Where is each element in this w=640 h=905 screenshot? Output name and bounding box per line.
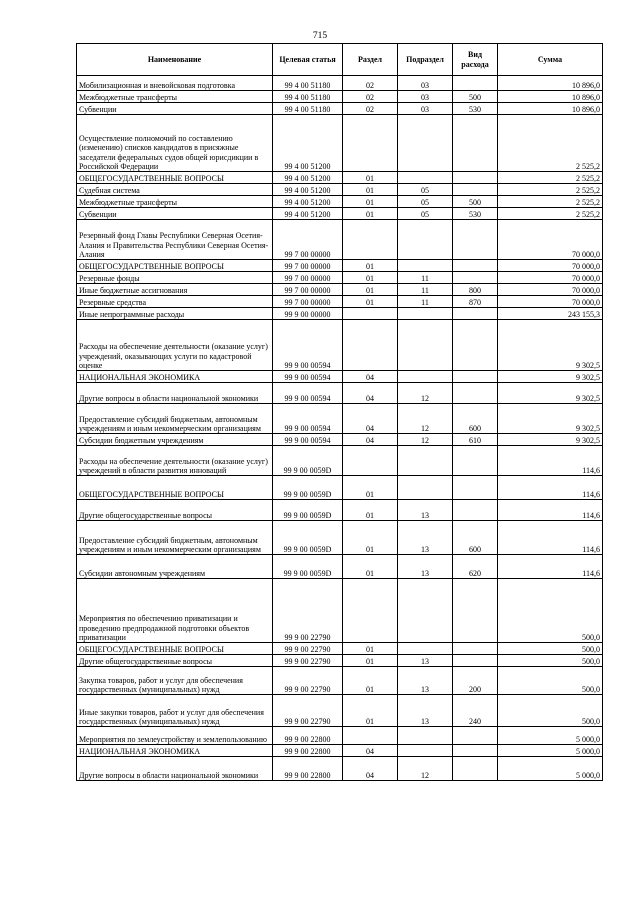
table-row (77, 260, 603, 272)
cell-sum: 9 302,5 (498, 320, 603, 371)
cell-section: 04 (343, 434, 398, 446)
cell-code: 99 4 00 51180 (273, 91, 343, 103)
cell-name: Иные бюджетные ассигнования (77, 284, 273, 296)
cell-name: Расходы на обеспечение деятельности (оказание услуг) учреждений в области развития инноваций (77, 446, 273, 476)
cell-section (343, 220, 398, 260)
cell-name: Резервные средства (77, 296, 273, 308)
table-row (77, 196, 603, 208)
cell-code: 99 4 00 51200 (273, 115, 343, 172)
cell-subsection: 03 (398, 76, 453, 91)
cell-subsection: 12 (398, 757, 453, 781)
cell-section: 02 (343, 76, 398, 91)
cell-subsection (398, 446, 453, 476)
cell-kind: 620 (453, 555, 498, 579)
cell-subsection (398, 727, 453, 745)
cell-subsection: 11 (398, 284, 453, 296)
header-kind: Вид расхода (453, 44, 498, 76)
cell-section: 02 (343, 103, 398, 115)
cell-subsection: 13 (398, 555, 453, 579)
cell-kind (453, 220, 498, 260)
cell-section: 01 (343, 208, 398, 220)
cell-name: ОБЩЕГОСУДАРСТВЕННЫЕ ВОПРОСЫ (77, 476, 273, 500)
table-row (77, 695, 603, 727)
page-number: 715 (312, 31, 328, 41)
cell-subsection: 05 (398, 184, 453, 196)
cell-name: Субвенции (77, 103, 273, 115)
cell-section: 01 (343, 500, 398, 521)
cell-kind (453, 272, 498, 284)
cell-sum: 70 000,0 (498, 220, 603, 260)
cell-section: 01 (343, 260, 398, 272)
cell-kind: 530 (453, 103, 498, 115)
cell-name: Предоставление субсидий бюджетным, автономным учреждениям и иным некоммерческим организациям (77, 521, 273, 555)
cell-sum: 70 000,0 (498, 272, 603, 284)
cell-name: НАЦИОНАЛЬНАЯ ЭКОНОМИКА (77, 745, 273, 757)
table-row (77, 320, 603, 371)
cell-code: 99 9 00 22800 (273, 727, 343, 745)
table-row (77, 667, 603, 695)
cell-name: Резервные фонды (77, 272, 273, 284)
cell-code: 99 4 00 51180 (273, 103, 343, 115)
cell-kind: 600 (453, 521, 498, 555)
table-row (77, 220, 603, 260)
cell-name: Расходы на обеспечение деятельности (оказание услуг) учреждений, оказывающих услуги по кадастровой оценке (77, 320, 273, 371)
cell-sum: 500,0 (498, 643, 603, 655)
cell-kind (453, 115, 498, 172)
cell-kind (453, 757, 498, 781)
cell-subsection: 12 (398, 404, 453, 434)
header-sum: Сумма (498, 44, 603, 76)
cell-kind: 500 (453, 196, 498, 208)
cell-subsection: 11 (398, 272, 453, 284)
cell-section: 01 (343, 184, 398, 196)
cell-sum: 114,6 (498, 446, 603, 476)
cell-section: 04 (343, 383, 398, 404)
cell-code: 99 9 00 0059D (273, 555, 343, 579)
cell-code: 99 9 00 22790 (273, 655, 343, 667)
cell-kind (453, 476, 498, 500)
cell-name: НАЦИОНАЛЬНАЯ ЭКОНОМИКА (77, 371, 273, 383)
cell-subsection (398, 643, 453, 655)
cell-subsection (398, 260, 453, 272)
table-row (77, 208, 603, 220)
cell-kind: 500 (453, 91, 498, 103)
cell-code: 99 9 00 22790 (273, 643, 343, 655)
cell-section: 01 (343, 667, 398, 695)
cell-subsection (398, 579, 453, 643)
cell-subsection (398, 172, 453, 184)
cell-code: 99 9 00 00594 (273, 434, 343, 446)
cell-sum: 2 525,2 (498, 208, 603, 220)
cell-sum: 243 155,3 (498, 308, 603, 320)
cell-name: Другие вопросы в области национальной экономики (77, 383, 273, 404)
header-section: Раздел (343, 44, 398, 76)
cell-section (343, 320, 398, 371)
cell-subsection: 05 (398, 208, 453, 220)
cell-section (343, 308, 398, 320)
cell-subsection: 13 (398, 521, 453, 555)
cell-section: 01 (343, 284, 398, 296)
cell-code: 99 9 00 22790 (273, 579, 343, 643)
cell-section: 04 (343, 757, 398, 781)
cell-code: 99 9 00 00000 (273, 308, 343, 320)
cell-name: Иные непрограммные расходы (77, 308, 273, 320)
cell-name: Осуществление полномочий по составлению (изменению) списков кандидатов в присяжные заседатели федеральных судов общей юрисдикции в Российской Федерации (77, 115, 273, 172)
budget-table (76, 43, 603, 781)
cell-kind: 200 (453, 667, 498, 695)
cell-code: 99 7 00 00000 (273, 296, 343, 308)
cell-sum: 10 896,0 (498, 103, 603, 115)
cell-sum: 9 302,5 (498, 371, 603, 383)
cell-name: Субсидии бюджетным учреждениям (77, 434, 273, 446)
cell-subsection: 03 (398, 91, 453, 103)
cell-kind (453, 446, 498, 476)
cell-section (343, 727, 398, 745)
cell-subsection: 13 (398, 695, 453, 727)
cell-name: Субвенции (77, 208, 273, 220)
table-header-row (77, 44, 603, 76)
cell-code: 99 4 00 51200 (273, 208, 343, 220)
table-row (77, 727, 603, 745)
cell-subsection: 05 (398, 196, 453, 208)
cell-section (343, 446, 398, 476)
table-row (77, 579, 603, 643)
cell-kind (453, 745, 498, 757)
cell-code: 99 4 00 51200 (273, 196, 343, 208)
table-row (77, 115, 603, 172)
cell-section: 01 (343, 555, 398, 579)
cell-sum: 114,6 (498, 476, 603, 500)
cell-sum: 114,6 (498, 521, 603, 555)
cell-name: ОБЩЕГОСУДАРСТВЕННЫЕ ВОПРОСЫ (77, 260, 273, 272)
table-row (77, 284, 603, 296)
table-row (77, 434, 603, 446)
cell-section (343, 115, 398, 172)
cell-subsection (398, 308, 453, 320)
cell-code: 99 7 00 00000 (273, 260, 343, 272)
cell-section: 04 (343, 745, 398, 757)
table-row (77, 184, 603, 196)
cell-name: Мероприятия по обеспечению приватизации и проведению предпродажной подготовки объектов приватизации (77, 579, 273, 643)
cell-kind (453, 727, 498, 745)
cell-kind (453, 76, 498, 91)
cell-kind (453, 383, 498, 404)
cell-kind (453, 579, 498, 643)
cell-sum: 70 000,0 (498, 284, 603, 296)
cell-kind (453, 308, 498, 320)
cell-kind (453, 655, 498, 667)
cell-section: 01 (343, 643, 398, 655)
table-row (77, 272, 603, 284)
table-row (77, 103, 603, 115)
cell-section: 02 (343, 91, 398, 103)
cell-subsection (398, 745, 453, 757)
cell-sum: 70 000,0 (498, 260, 603, 272)
cell-sum: 500,0 (498, 695, 603, 727)
cell-sum: 9 302,5 (498, 404, 603, 434)
cell-kind: 610 (453, 434, 498, 446)
table-row (77, 745, 603, 757)
table-row (77, 308, 603, 320)
table-row (77, 91, 603, 103)
cell-name: Закупка товаров, работ и услуг для обеспечения государственных (муниципальных) нужд (77, 667, 273, 695)
cell-code: 99 9 00 22790 (273, 695, 343, 727)
cell-code: 99 9 00 00594 (273, 404, 343, 434)
table-row (77, 371, 603, 383)
cell-sum: 114,6 (498, 555, 603, 579)
table-row (77, 404, 603, 434)
cell-sum: 2 525,2 (498, 184, 603, 196)
cell-subsection (398, 115, 453, 172)
table-row (77, 296, 603, 308)
cell-kind (453, 500, 498, 521)
cell-name: Другие общегосударственные вопросы (77, 655, 273, 667)
cell-section (343, 579, 398, 643)
cell-kind (453, 320, 498, 371)
table-row (77, 655, 603, 667)
cell-kind (453, 184, 498, 196)
header-subsection: Подраздел (398, 44, 453, 76)
cell-section: 01 (343, 272, 398, 284)
cell-name: Предоставление субсидий бюджетным, автономным учреждениям и иным некоммерческим организациям (77, 404, 273, 434)
cell-sum: 9 302,5 (498, 434, 603, 446)
cell-sum: 10 896,0 (498, 76, 603, 91)
table-row (77, 476, 603, 500)
cell-name: Судебная система (77, 184, 273, 196)
table-row (77, 521, 603, 555)
table-row (77, 76, 603, 91)
cell-sum: 5 000,0 (498, 757, 603, 781)
cell-code: 99 7 00 00000 (273, 272, 343, 284)
cell-sum: 9 302,5 (498, 383, 603, 404)
cell-code: 99 9 00 22790 (273, 667, 343, 695)
cell-subsection: 11 (398, 296, 453, 308)
cell-name: ОБЩЕГОСУДАРСТВЕННЫЕ ВОПРОСЫ (77, 172, 273, 184)
cell-name: Межбюджетные трансферты (77, 91, 273, 103)
cell-sum: 5 000,0 (498, 727, 603, 745)
cell-section: 01 (343, 196, 398, 208)
cell-code: 99 4 00 51200 (273, 172, 343, 184)
cell-section: 01 (343, 296, 398, 308)
cell-code: 99 9 00 0059D (273, 476, 343, 500)
cell-sum: 5 000,0 (498, 745, 603, 757)
cell-code: 99 9 00 22800 (273, 757, 343, 781)
table-row (77, 500, 603, 521)
cell-name: Мероприятия по землеустройству и землепользованию (77, 727, 273, 745)
cell-name: Другие общегосударственные вопросы (77, 500, 273, 521)
table-row (77, 446, 603, 476)
cell-kind (453, 371, 498, 383)
table-row (77, 555, 603, 579)
cell-subsection (398, 220, 453, 260)
header-code: Целевая статья (273, 44, 343, 76)
cell-sum: 2 525,2 (498, 196, 603, 208)
cell-name: Другие вопросы в области национальной экономики (77, 757, 273, 781)
cell-subsection (398, 371, 453, 383)
cell-kind (453, 260, 498, 272)
cell-sum: 500,0 (498, 655, 603, 667)
cell-kind: 870 (453, 296, 498, 308)
cell-sum: 2 525,2 (498, 172, 603, 184)
cell-subsection: 03 (398, 103, 453, 115)
cell-section: 01 (343, 172, 398, 184)
cell-sum: 2 525,2 (498, 115, 603, 172)
cell-name: Мобилизационная и вневойсковая подготовка (77, 76, 273, 91)
cell-code: 99 4 00 51180 (273, 76, 343, 91)
cell-name: ОБЩЕГОСУДАРСТВЕННЫЕ ВОПРОСЫ (77, 643, 273, 655)
cell-code: 99 9 00 0059D (273, 521, 343, 555)
cell-kind (453, 172, 498, 184)
table-row (77, 172, 603, 184)
table-row (77, 757, 603, 781)
cell-code: 99 7 00 00000 (273, 284, 343, 296)
cell-section: 04 (343, 404, 398, 434)
cell-subsection: 13 (398, 655, 453, 667)
header-name: Наименование (77, 44, 273, 76)
cell-kind: 600 (453, 404, 498, 434)
cell-sum: 500,0 (498, 667, 603, 695)
cell-subsection: 13 (398, 500, 453, 521)
table-body (77, 76, 603, 781)
cell-sum: 114,6 (498, 500, 603, 521)
cell-section: 01 (343, 655, 398, 667)
cell-subsection (398, 476, 453, 500)
cell-kind: 240 (453, 695, 498, 727)
cell-code: 99 7 00 00000 (273, 220, 343, 260)
table-row (77, 643, 603, 655)
cell-section: 04 (343, 371, 398, 383)
cell-name: Иные закупки товаров, работ и услуг для обеспечения государственных (муниципальных) нужд (77, 695, 273, 727)
cell-code: 99 9 00 0059D (273, 446, 343, 476)
cell-name: Субсидии автономным учреждениям (77, 555, 273, 579)
cell-subsection (398, 320, 453, 371)
cell-code: 99 9 00 22800 (273, 745, 343, 757)
cell-sum: 70 000,0 (498, 296, 603, 308)
cell-kind: 800 (453, 284, 498, 296)
cell-subsection: 12 (398, 434, 453, 446)
cell-section: 01 (343, 476, 398, 500)
cell-section: 01 (343, 695, 398, 727)
cell-subsection: 12 (398, 383, 453, 404)
cell-code: 99 9 00 00594 (273, 383, 343, 404)
cell-section: 01 (343, 521, 398, 555)
cell-name: Межбюджетные трансферты (77, 196, 273, 208)
cell-subsection: 13 (398, 667, 453, 695)
cell-name: Резервный фонд Главы Республики Северная Осетия-Алания и Правительства Республики Северная Осетия-Алания (77, 220, 273, 260)
cell-sum: 10 896,0 (498, 91, 603, 103)
cell-sum: 500,0 (498, 579, 603, 643)
cell-code: 99 9 00 00594 (273, 320, 343, 371)
cell-code: 99 4 00 51200 (273, 184, 343, 196)
cell-code: 99 9 00 0059D (273, 500, 343, 521)
cell-kind (453, 643, 498, 655)
cell-code: 99 9 00 00594 (273, 371, 343, 383)
cell-kind: 530 (453, 208, 498, 220)
table-row (77, 383, 603, 404)
